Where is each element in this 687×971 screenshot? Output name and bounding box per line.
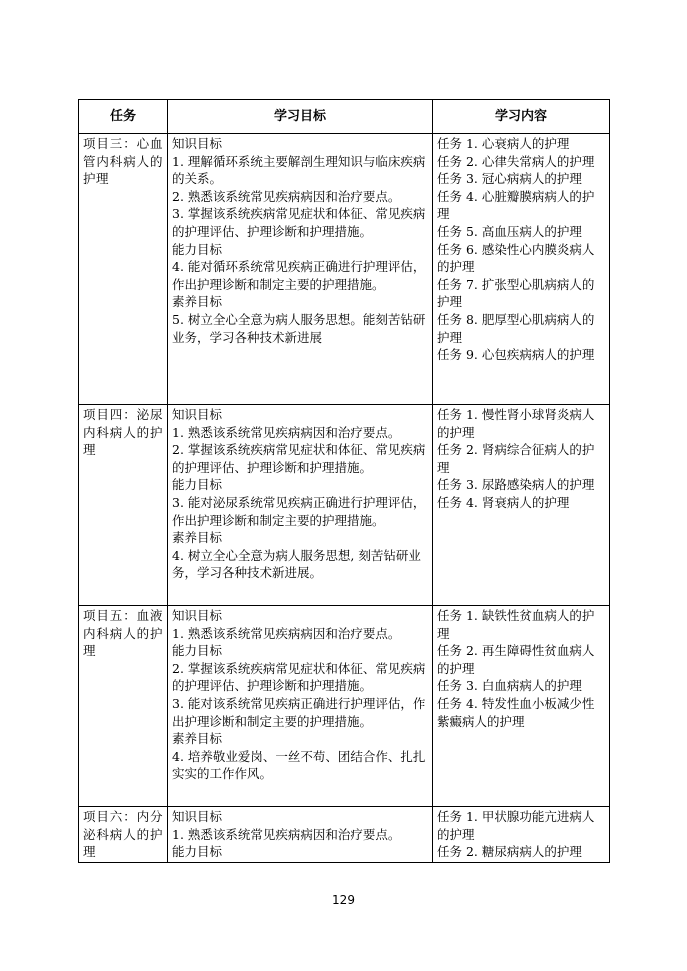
project-cell: 项目五：血液内科病人的护理 — [79, 606, 168, 807]
project-cell: 项目四：泌尿内科病人的护理 — [79, 405, 168, 606]
goal-line: 4. 能对循环系统常见疾病正确进行护理评估，作出护理诊断和制定主要的护理措施。 — [172, 259, 426, 292]
content-item: 任务 7. 扩张型心肌病病人的护理 — [437, 276, 595, 310]
content-item: 任务 6. 感染性心内膜炎病人的护理 — [437, 241, 595, 275]
goal-line: 1. 理解循环系统主要解剖生理知识与临床疾病的关系。 — [172, 153, 426, 187]
goal-line: 知识目标 — [172, 608, 223, 623]
goal-line: 1. 熟悉该系统常见疾病病因和治疗要点。 — [172, 424, 401, 440]
table-row — [79, 134, 610, 405]
goal-line: 能力目标 — [172, 241, 223, 257]
content-item: 任务 2. 肾病综合征病人的护理 — [437, 442, 595, 475]
content-item: 任务 4. 肾衰病人的护理 — [437, 494, 570, 510]
content-item: 任务 4. 心脏瓣膜病病人的护理 — [437, 188, 595, 222]
contents-cell — [433, 405, 610, 606]
goal-line: 知识目标 — [172, 407, 223, 422]
goal-line: 3. 能对该系统常见疾病正确进行护理评估，作出护理诊断和制定主要的护理措施。 — [172, 695, 426, 729]
content-item: 任务 2. 再生障碍性贫血病人的护理 — [437, 643, 595, 676]
curriculum-table — [78, 99, 610, 863]
goal-line: 3. 掌握该系统疾病常见症状和体征、常见疾病的护理评估、护理诊断和护理措施。 — [172, 206, 426, 239]
header-learning-goals: 学习目标 — [168, 100, 433, 134]
table-row — [79, 807, 610, 863]
goal-line: 素养目标 — [172, 731, 223, 747]
content-item: 任务 4. 特发性血小板减少性紫癜病人的护理 — [437, 695, 595, 729]
content-item: 任务 3. 白血病病人的护理 — [437, 678, 582, 694]
content-item: 任务 3. 尿路感染病人的护理 — [437, 477, 595, 493]
project-cell: 项目三：心血管内科病人的护理 — [79, 134, 168, 405]
goal-line: 能力目标 — [172, 844, 223, 860]
content-item: 任务 1. 甲状腺功能亢进病人的护理 — [437, 809, 595, 842]
content-item: 任务 2. 糖尿病病人的护理 — [437, 844, 582, 860]
header-task: 任务 — [79, 100, 168, 134]
goal-line: 2. 熟悉该系统常见疾病病因和治疗要点。 — [172, 188, 401, 204]
goal-line: 5. 树立全心全意为病人服务思想。能刻苦钻研业务，学习各种技术新进展 — [172, 311, 426, 345]
content-item: 任务 9. 心包疾病病人的护理 — [437, 347, 595, 363]
goal-line: 知识目标 — [172, 136, 223, 151]
header-learning-content: 学习内容 — [433, 100, 610, 134]
goal-line: 能力目标 — [172, 477, 223, 493]
contents-cell — [433, 606, 610, 807]
goal-line: 素养目标 — [172, 294, 223, 310]
goals-cell — [168, 405, 433, 606]
goal-line: 4. 培养敬业爱岗、一丝不苟、团结合作、扎扎实实的工作作风。 — [172, 748, 426, 782]
page-number: 129 — [332, 893, 355, 907]
content-item: 任务 2. 心律失常病人的护理 — [437, 153, 595, 169]
content-item: 任务 1. 慢性肾小球肾炎病人的护理 — [437, 407, 595, 440]
goal-line: 1. 熟悉该系统常见疾病病因和治疗要点。 — [172, 826, 401, 842]
content-item: 任务 1. 心衰病人的护理 — [437, 136, 570, 151]
content-item: 任务 1. 缺铁性贫血病人的护理 — [437, 608, 595, 641]
goal-line: 2. 掌握该系统疾病常见症状和体征、常见疾病的护理评估、护理诊断和护理措施。 — [172, 660, 426, 694]
goals-cell — [168, 134, 433, 405]
goal-line: 能力目标 — [172, 643, 223, 659]
goal-line: 1. 熟悉该系统常见疾病病因和治疗要点。 — [172, 625, 401, 641]
table-header-row — [79, 100, 610, 134]
goal-line: 素养目标 — [172, 530, 223, 546]
content-item: 任务 5. 高血压病人的护理 — [437, 223, 582, 239]
goal-line: 4. 树立全心全意为病人服务思想, 刻苦钻研业务，学习各种技术新进展。 — [172, 547, 421, 581]
contents-cell — [433, 134, 610, 405]
table-row — [79, 606, 610, 807]
project-cell: 项目六：内分泌科病人的护理 — [79, 807, 168, 863]
goals-cell — [168, 606, 433, 807]
goals-cell — [168, 807, 433, 863]
table-row — [79, 405, 610, 606]
goal-line: 2. 掌握该系统疾病常见症状和体征、常见疾病的护理评估、护理诊断和护理措施。 — [172, 442, 426, 475]
content-item: 任务 8. 肥厚型心肌病病人的护理 — [437, 311, 595, 345]
goal-line: 3. 能对泌尿系统常见疾病正确进行护理评估，作出护理诊断和制定主要的护理措施。 — [172, 494, 426, 528]
goal-line: 知识目标 — [172, 809, 223, 824]
content-item: 任务 3. 冠心病病人的护理 — [437, 171, 582, 187]
contents-cell — [433, 807, 610, 863]
